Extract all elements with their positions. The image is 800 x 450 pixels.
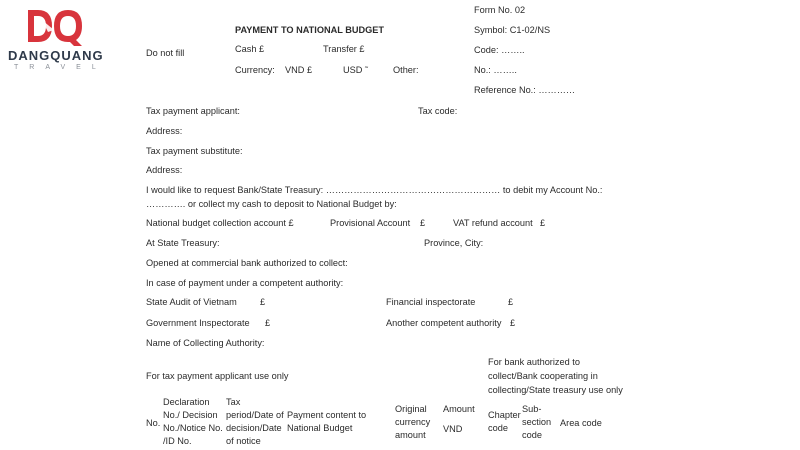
number-field[interactable]: No.: …….. xyxy=(474,65,517,75)
substitute-address-field[interactable]: Address: xyxy=(146,165,183,175)
col-header-amount-1: Amount xyxy=(443,404,475,414)
another-authority-label: Another competent authority xyxy=(386,318,502,328)
do-not-fill-label: Do not fill xyxy=(146,48,185,58)
state-audit-label: State Audit of Vietnam xyxy=(146,297,237,307)
vnd-checkbox[interactable]: VND £ xyxy=(285,65,313,75)
col-header-declaration-3: No./Notice No. xyxy=(163,423,223,433)
col-header-payment-content-1: Payment content to xyxy=(287,410,367,420)
cash-checkbox[interactable]: Cash £ xyxy=(235,44,265,54)
col-header-original-currency-2: currency xyxy=(395,417,431,427)
col-header-declaration-4: /ID No. xyxy=(163,436,192,446)
transfer-checkbox[interactable]: Transfer £ xyxy=(323,44,365,54)
provisional-account-label: Provisional Account xyxy=(330,218,411,228)
bank-use-only-line-2: collect/Bank cooperating in xyxy=(488,371,598,381)
col-header-subsection-2: section xyxy=(522,417,552,427)
col-header-original-currency-3: amount xyxy=(395,430,426,440)
col-header-subsection-1: Sub- xyxy=(522,404,542,414)
vat-refund-label: VAT refund account xyxy=(453,218,533,228)
logo-name: DANGQUANG xyxy=(8,48,104,63)
reference-field[interactable]: Reference No.: ………… xyxy=(474,85,576,95)
col-header-no: No. xyxy=(146,418,161,428)
bank-use-only-line-1: For bank authorized to xyxy=(488,357,580,367)
col-header-area-code: Area code xyxy=(560,418,602,428)
commercial-bank-field[interactable]: Opened at commercial bank authorized to collect: xyxy=(146,258,348,268)
col-header-declaration-1: Declaration xyxy=(163,397,210,407)
bank-use-only-line-3: collecting/State treasury use only xyxy=(488,385,623,395)
another-authority-checkbox[interactable]: £ xyxy=(510,318,516,328)
col-header-payment-content-2: National Budget xyxy=(287,423,353,433)
other-currency-label: Other: xyxy=(393,65,419,75)
provisional-account-checkbox[interactable]: £ xyxy=(420,218,426,228)
col-header-tax-period-1: Tax xyxy=(226,397,241,407)
vat-refund-checkbox[interactable]: £ xyxy=(540,218,546,228)
form-number: Form No. 02 xyxy=(474,5,526,15)
collecting-authority-field[interactable]: Name of Collecting Authority: xyxy=(146,338,265,348)
form-title: PAYMENT TO NATIONAL BUDGET xyxy=(235,25,385,35)
province-city-field[interactable]: Province, City: xyxy=(424,238,484,248)
col-header-original-currency-1: Original xyxy=(395,404,427,414)
applicant-address-field[interactable]: Address: xyxy=(146,126,183,136)
govt-inspectorate-checkbox[interactable]: £ xyxy=(265,318,271,328)
col-header-amount-2: VND xyxy=(443,424,463,434)
col-header-chapter-2: code xyxy=(488,423,508,433)
request-line-2[interactable]: …………. or collect my cash to deposit to National Budget by: xyxy=(146,199,397,209)
applicant-use-only-label: For tax payment applicant use only xyxy=(146,371,289,381)
financial-inspectorate-label: Financial inspectorate xyxy=(386,297,476,307)
tax-code-field[interactable]: Tax code: xyxy=(418,106,458,116)
col-header-tax-period-2: period/Date of xyxy=(226,410,284,420)
state-audit-checkbox[interactable]: £ xyxy=(260,297,266,307)
form-symbol: Symbol: C1-02/NS xyxy=(474,25,551,35)
code-field[interactable]: Code: …….. xyxy=(474,45,525,55)
col-header-declaration-2: No./ Decision xyxy=(163,410,218,420)
tax-payment-substitute-field[interactable]: Tax payment substitute: xyxy=(146,146,243,156)
currency-label: Currency: xyxy=(235,65,275,75)
govt-inspectorate-label: Government Inspectorate xyxy=(146,318,250,328)
nb-collection-checkbox[interactable]: National budget collection account £ xyxy=(146,218,294,228)
competent-authority-label: In case of payment under a competent authority: xyxy=(146,278,344,288)
usd-checkbox[interactable]: USD ˜ xyxy=(343,65,369,75)
col-header-tax-period-3: decision/Date xyxy=(226,423,282,433)
logo-icon xyxy=(24,6,86,46)
col-header-subsection-3: code xyxy=(522,430,542,440)
tax-payment-applicant-field[interactable]: Tax payment applicant: xyxy=(146,106,240,116)
col-header-chapter-1: Chapter xyxy=(488,410,521,420)
col-header-tax-period-4: of notice xyxy=(226,436,261,446)
financial-inspectorate-checkbox[interactable]: £ xyxy=(508,297,514,307)
request-line-1[interactable]: I would like to request Bank/State Treasury: ………………………………………………… to debit my Account No.: xyxy=(146,185,603,195)
logo-subtitle: TRAVEL xyxy=(14,64,107,71)
state-treasury-field[interactable]: At State Treasury: xyxy=(146,238,220,248)
